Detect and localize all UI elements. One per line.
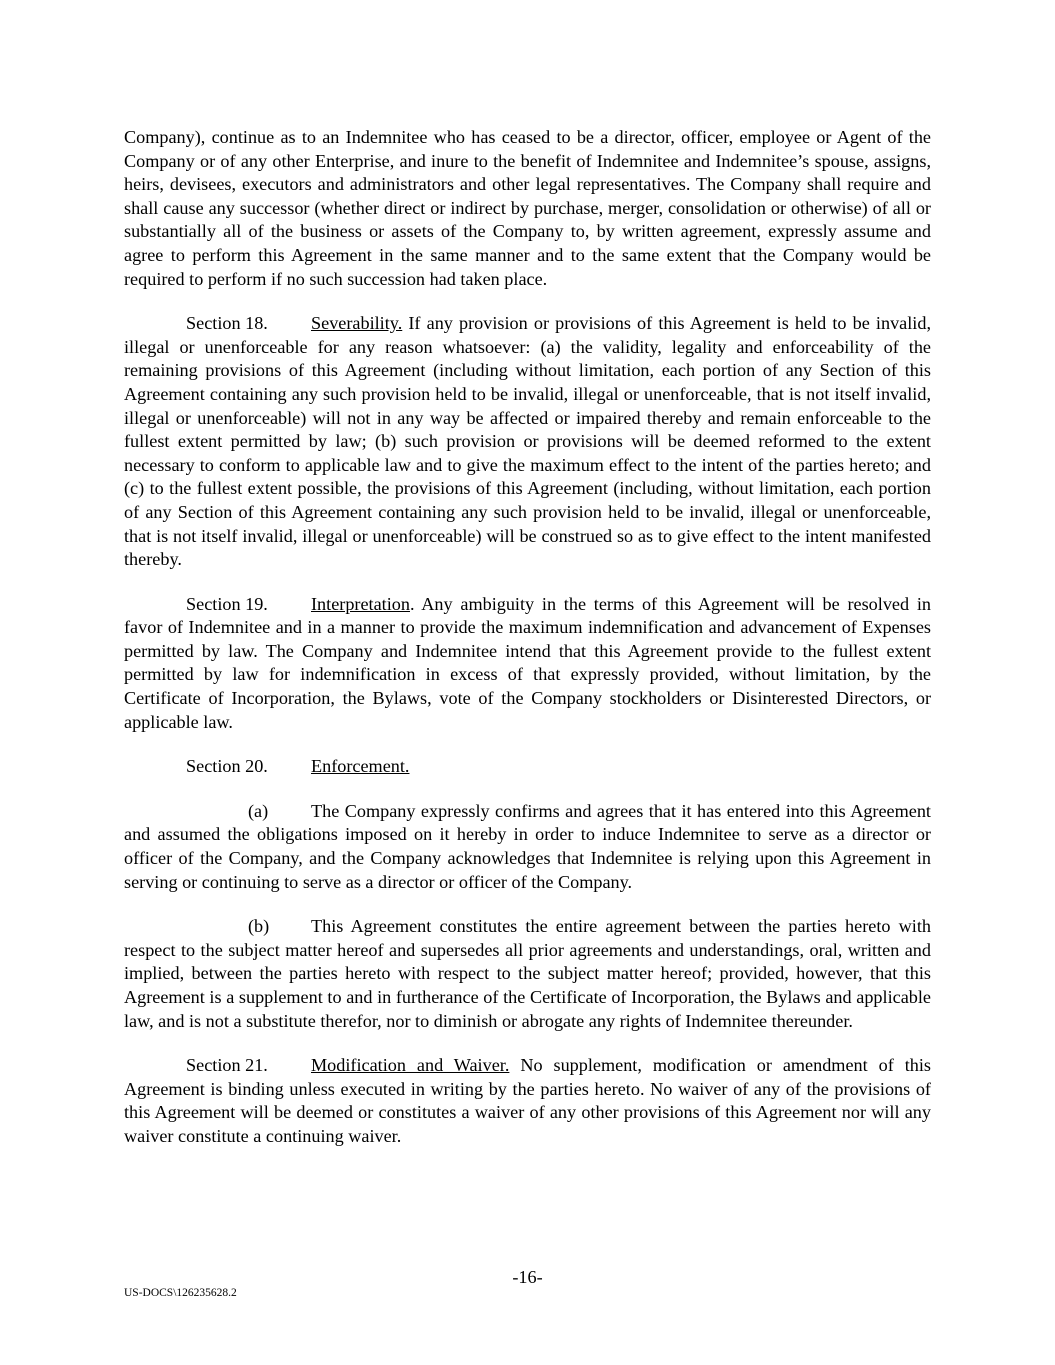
section-21 (124, 1054, 931, 1148)
section-20-b-label: (b) (248, 916, 270, 937)
section-20-number: Section 20. (186, 756, 268, 777)
section-21-body: No supplement, modification or amendment of this Agreement is binding unless executed in writing by the parties hereto. No waiver of any of the provisions of this Agreement will be deemed or constitutes a waiver of any other provisions of this Agreement nor will any waiver constitute a continuing waiver. (124, 1055, 931, 1146)
section-18-heading: Severability. (311, 313, 403, 334)
section-18-body: If any provision or provisions of this Agreement is held to be invalid, illegal or unenforceable for any reason whatsoever: (a) the validity, legality and enforceability of the remaining provisions of this Agreement (including without limitation, each portion of any Section of this Agreement containing any such provision held to be invalid, illegal or unenforceable, that is not itself invalid, illegal or unenforceable) will not in any way be affected or impaired thereby and remain enforceable to the fullest extent permitted by law; (b) such provision or provisions will be deemed reformed to the extent necessary to conform to applicable law and to give the maximum effect to the intent of the parties hereto; and (c) to the fullest extent possible, the provisions of this Agreement (including, without limitation, each portion of any Section of this Agreement containing any such provision held to be invalid, illegal or unenforceable, that is not itself invalid, illegal or unenforceable) will be construed so as to give effect to the intent manifested thereby. (124, 313, 931, 570)
section-20-a-body: The Company expressly confirms and agrees that it has entered into this Agreement and assumed the obligations imposed on it hereby in order to induce Indemnitee to serve as a director or officer of the Company, and the Company acknowledges that Indemnitee is relying upon this Agreement in serving or continuing to serve as a director or officer of the Company. (124, 800, 931, 892)
section-18 (124, 312, 931, 572)
section-18-number: Section 18. (186, 313, 268, 334)
section-19-body: . Any ambiguity in the terms of this Agreement will be resolved in favor of Indemnitee and in a manner to provide the maximum indemnification and advancement of Expenses permitted by law. The Company and Indemnitee intend that this Agreement provide to the fullest extent permitted by law for indemnification in excess of that expressly provided, without limitation, by the Certificate of Incorporation, the Bylaws, vote of the Company stockholders or Disinterested Directors, or applicable law. (124, 593, 931, 732)
section-19 (124, 593, 931, 735)
section-20-b (124, 915, 931, 1033)
section-20-b-body: This Agreement constitutes the entire agreement between the parties hereto with respect to the subject matter hereof and supersedes all prior agreements and understandings, oral, written and implied, between the parties hereto with respect to the subject matter hereof; provided, however, that this Agreement is a supplement to and in furtherance of the Certificate of Incorporation, the Bylaws and applicable law, and is not a substitute therefor, nor to diminish or abrogate any rights of Indemnitee thereunder. (124, 916, 931, 1031)
continued-paragraph: Company), continue as to an Indemnitee who has ceased to be a director, officer, employee or Agent of the Company or of any other Enterprise, and inure to the benefit of Indemnitee and Indemnitee’s spouse, assigns, heirs, devisees, executors and administrators and other legal representatives. The Company shall require and shall cause any successor (whether direct or indirect by purchase, merger, consolidation or otherwise) of all or substantially all of the business or assets of the Company to, by written agreement, expressly assume and agree to perform this Agreement in the same manner and to the same extent that the Company would be required to perform if no such succession had taken place. (124, 127, 931, 289)
section-20-a-label: (a) (248, 800, 269, 821)
section-19-heading: Interpretation (311, 593, 410, 614)
page-number: -16- (512, 1267, 543, 1287)
section-20-a (124, 800, 931, 894)
section-20 (124, 755, 931, 779)
document-id: US-DOCS\126235628.2 (124, 1287, 237, 1299)
section-19-number: Section 19. (186, 593, 268, 614)
document-page (124, 126, 931, 1170)
section-21-number: Section 21. (186, 1055, 268, 1076)
section-21-heading: Modification and Waiver. (311, 1055, 510, 1076)
section-20-heading: Enforcement. (311, 756, 410, 777)
